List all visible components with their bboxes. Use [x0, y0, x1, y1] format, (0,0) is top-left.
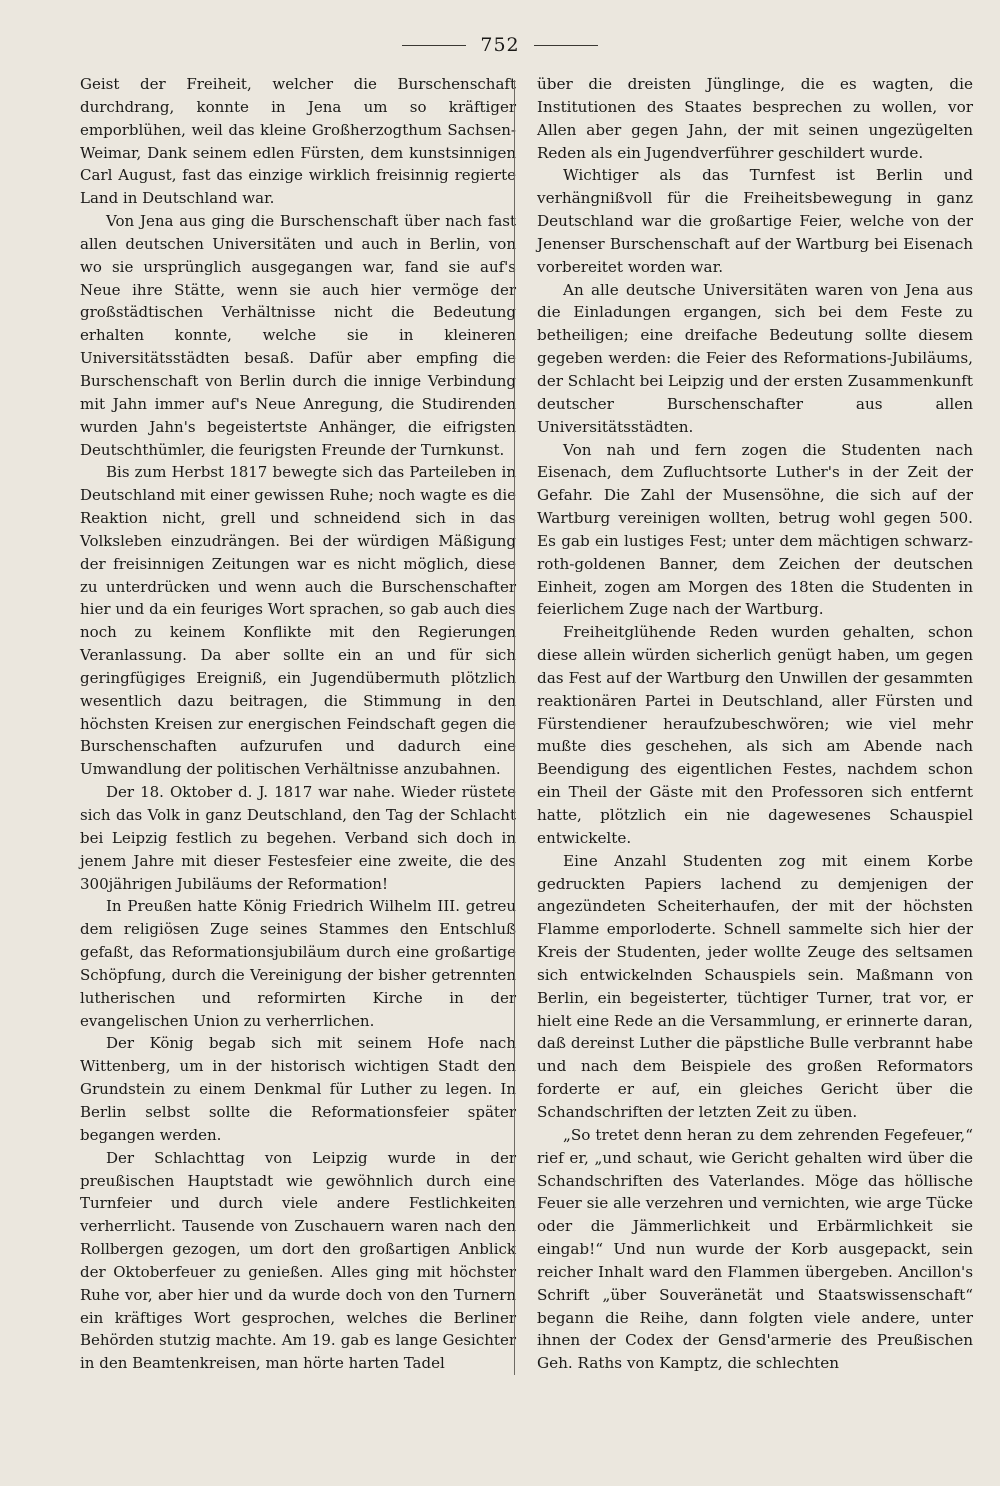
paragraph: Bis zum Herbst 1817 bewegte sich das Parteileben in Deutschland mit einer gewissen Ruhe; noch wagte es die Reaktion nicht, grell und schneidend sich in das Volksleben einzudrängen. Bei der würdigen Mäßigung der freisinnigen Zeitungen war es nicht möglich, diese zu unterdrücken und wenn auch die Burschenschafter hier und da ein feuriges Wort sprachen, so gab auch dies noch zu keinem Konflikte mit den Regierungen Veranlassung. Da aber sollte ein an und für sich geringfügiges Ereigniß, ein Jugendübermuth plötzlich wesentlich dazu beitragen, die Stimmung in den höchsten Kreisen zur energischen Feindschaft gegen die Burschenschaften aufzurufen und dadurch eine Umwandlung der politischen Verhältnisse anzubahnen. — [80, 463, 516, 779]
page-header — [0, 30, 1000, 60]
paragraph: Wichtiger als das Turnfest ist Berlin und verhängnißvoll für die Freiheitsbewegung in ganz Deutschland war die großartige Feier, welche von der Jenenser Burschenschaft auf der Wartburg bei Eisenach vorbereitet worden war. — [537, 166, 973, 276]
page-number: 752 — [480, 34, 520, 56]
paragraph: An alle deutsche Universitäten waren von Jena aus die Einladungen ergangen, sich bei dem Feste zu betheiligen; eine dreifache Bedeutung sollte diesem gegeben werden: die Feier des Reformations-Jubiläums, der Schlacht bei Leipzig und der ersten Zusammenkunft deutscher Burschenschafter aus allen Universitätsstädten. — [537, 280, 973, 436]
paragraph: Eine Anzahl Studenten zog mit einem Korbe gedruckten Papiers lachend zu demjenigen der angezündeten Scheiterhaufen, der mit der höchsten Flamme emporloderte. Schnell sammelte sich hier der Kreis der Studenten, jeder wollte Zeuge des seltsamen sich entwickelnden Schauspiels sein. Maßmann von Berlin, ein begeisterter, tüchtiger Turner, trat vor, er hielt eine Rede an die Versammlung, er erinnerte daran, daß dereinst Luther die päpstliche Bulle verbrannt habe und nach dem Beispiele des großen Reformators forderte er auf, ein gleiches Gericht über die Schandschriften der letzten Zeit zu üben. — [537, 851, 973, 1121]
column-divider — [514, 80, 515, 1375]
paragraph: „So tretet denn heran zu dem zehrenden Fegefeuer,“ rief er, „und schaut, wie Gericht gehalten wird über die Schandschriften des Vaterlandes. Möge das höllische Feuer sie alle verzehren und vernichten, wie arge Tücke oder die Jämmerlichkeit und Erbärmlichkeit sie eingab!“ Und nun wurde der Korb ausgepackt, sein reicher Inhalt ward den Flammen übergeben. Ancillon's Schrift „über Souveränetät und Staatswissenschaft“ begann die Reihe, dann folgten viele andere, unter ihnen der Codex der Gensd'armerie des Preußischen Geh. Raths von Kamptz, die schlechten — [537, 1125, 973, 1373]
paragraph: Von nah und fern zogen die Studenten nach Eisenach, dem Zufluchtsorte Luther's in der Zeit der Gefahr. Die Zahl der Musensöhne, die sich auf der Wartburg vereinigen wollten, betrug wohl gegen 500. Es gab ein lustiges Fest; unter dem mächtigen schwarz-roth-goldenen Banner, dem Zeichen der deutschen Einheit, zogen am Morgen des 18ten die Studenten in feierlichem Zuge nach der Wartburg. — [537, 440, 973, 619]
paragraph: Freiheitglühende Reden wurden gehalten, schon diese allein würden sicherlich genügt haben, um gegen das Fest auf der Wartburg den Unwillen der gesammten reaktionären Partei in Deutschland, aller Fürsten und Fürstendiener heraufzubeschwören; wie viel mehr mußte dies geschehen, als sich am Abende nach Beendigung des eigentlichen Festes, nachdem schon ein Theil der Gäste mit den Professoren sich entfernt hatte, plötzlich ein nie dagewesenes Schauspiel entwickelte. — [537, 623, 973, 847]
paragraph: Der König begab sich mit seinem Hofe nach Wittenberg, um in der historisch wichtigen Stadt den Grundstein zu einem Denkmal für Luther zu legen. In Berlin selbst sollte die Reformationsfeier später begangen werden. — [80, 1034, 516, 1144]
paragraph: über die dreisten Jünglinge, die es wagten, die Institutionen des Staates besprechen zu wollen, vor Allen aber gegen Jahn, der mit seinen ungezügelten Reden als ein Jugendverführer geschildert wurde. — [537, 75, 973, 162]
header-rule-left — [402, 45, 466, 46]
paragraph: Der Schlachttag von Leipzig wurde in der preußischen Hauptstadt wie gewöhnlich durch eine Turnfeier und durch viele andere Festlichkeiten verherrlicht. Tausende von Zuschauern waren nach den Rollbergen gezogen, um dort den großartigen Anblick der Oktoberfeuer zu genießen. Alles ging mit höchster Ruhe vor, aber hier und da wurde doch von den Turnern ein kräftiges Wort gesprochen, welches die Berliner Behörden stutzig machte. Am 19. gab es lange Gesichter in den Beamtenkreisen, man hörte harten Tadel — [80, 1148, 516, 1373]
right-column — [537, 73, 973, 1375]
left-column — [80, 73, 516, 1375]
paragraph: In Preußen hatte König Friedrich Wilhelm III. getreu dem religiösen Zuge seines Stammes den Entschluß gefaßt, das Reformationsjubiläum durch eine großartige Schöpfung, durch die Vereinigung der bisher getrennten lutherischen und reformirten Kirche in der evangelischen Union zu verherrlichen. — [80, 897, 516, 1030]
paragraph: Der 18. Oktober d. J. 1817 war nahe. Wieder rüstete sich das Volk in ganz Deutschland, den Tag der Schlacht bei Leipzig festlich zu begehen. Verband sich doch in jenem Jahre mit dieser Festesfeier eine zweite, die des 300jährigen Jubiläums der Reformation! — [80, 783, 516, 893]
paragraph: Geist der Freiheit, welcher die Burschenschaft durchdrang, konnte in Jena um so kräftiger emporblühen, weil das kleine Großherzogthum Sachsen-Weimar, Dank seinem edlen Fürsten, dem kunstsinnigen Carl August, fast das einzige wirklich freisinnig regierte Land in Deutschland war. — [80, 75, 516, 208]
paragraph: Von Jena aus ging die Burschenschaft über nach fast allen deutschen Universitäten und auch in Berlin, von wo sie ursprünglich ausgegangen war, fand sie auf's Neue ihre Stätte, wenn sie auch hier vermöge der großstädtischen Verhältnisse nicht die Bedeutung erhalten konnte, welche sie in kleineren Universitätsstädten besaß. Dafür aber empfing die Burschenschaft von Berlin durch die innige Verbindung mit Jahn immer auf's Neue Anregung, die Studirenden wurden Jahn's begeistertste Anhänger, die eifrigsten Deutschthümler, die feurigsten Freunde der Turnkunst. — [80, 212, 516, 459]
header-rule-right — [534, 45, 598, 46]
